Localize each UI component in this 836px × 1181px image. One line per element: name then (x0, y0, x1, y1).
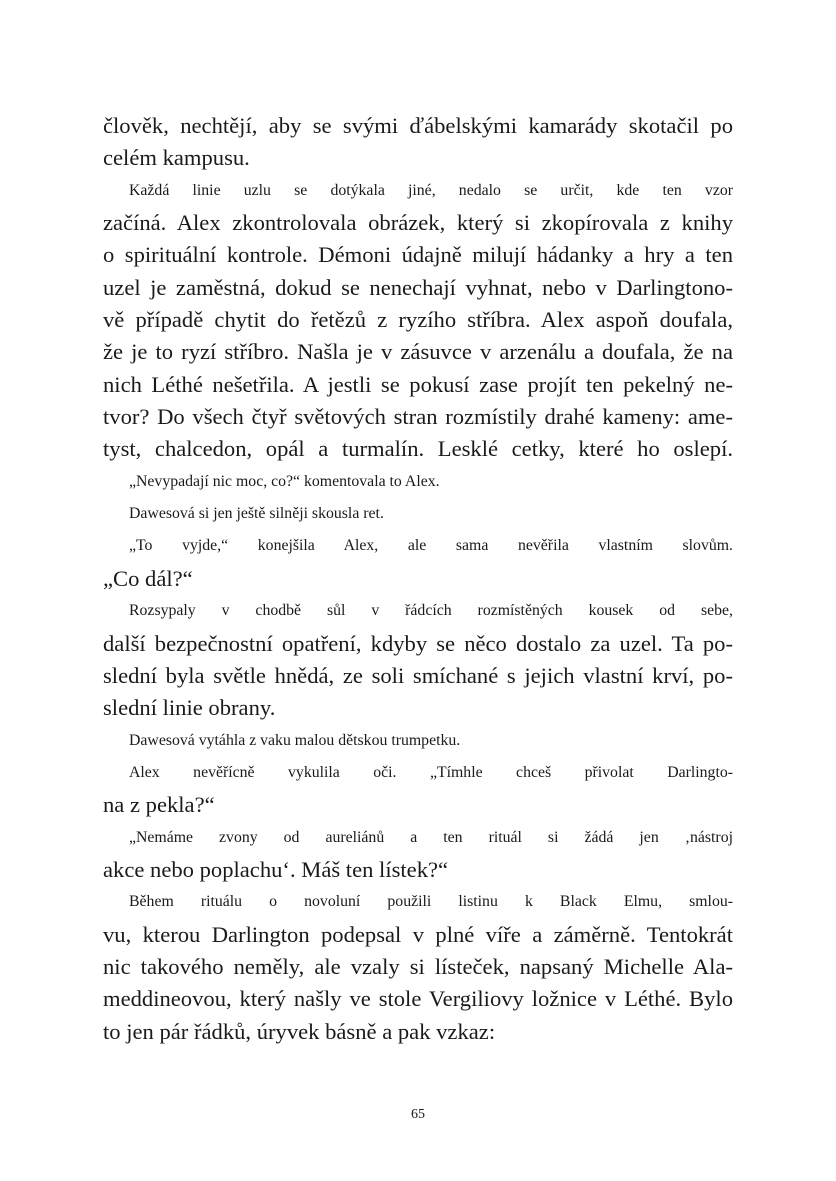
text-line: na z pekla?“ (103, 792, 215, 818)
text-line: další bezpečnostní opatření, kdyby se něco dostalo za uzel. Ta po- (103, 630, 733, 656)
text-line: Dawesová si jen ještě silněji skousla ret. (129, 505, 384, 523)
text-line: celém kampusu. (103, 145, 250, 171)
text-line: Rozsypaly v chodbě sůl v řádcích rozmístěných kousek od sebe, (129, 602, 733, 620)
text-line: „To vyjde,“ konejšila Alex, ale sama nevěřila vlastním slovům. (129, 537, 733, 555)
text-line: o spirituální kontrole. Démoni údajně milují hádanky a hry a ten (103, 242, 733, 268)
text-line: to jen pár řádků, úryvek básně a pak vzkaz: (103, 1018, 496, 1044)
text-line: vě případě chytit do řetězů z ryzího stříbra. Alex aspoň doufala, (103, 307, 733, 333)
text-line: slední byla světle hnědá, ze soli smíchané s jejich vlastní krví, po- (103, 662, 733, 688)
text-line: meddineovou, který našly ve stole Vergiliovy ložnice v Léthé. Bylo (103, 986, 733, 1012)
text-line: Každá linie uzlu se dotýkala jiné, nedalo se určit, kde ten vzor (129, 181, 733, 199)
page-number: 65 (411, 1107, 425, 1122)
text-line: Dawesová vytáhla z vaku malou dětskou trumpetku. (129, 731, 461, 749)
text-line: „Nemáme zvony od aureliánů a ten rituál si žádá jen ‚nástroj (129, 828, 733, 846)
text-line: vu, kterou Darlington podepsal v plné víře a záměrně. Tentokrát (103, 921, 733, 947)
text-line: Alex nevěřícně vykulila oči. „Tímhle chceš přivolat Darlingto- (129, 763, 733, 781)
text-line: tvor? Do všech čtyř světových stran rozmístily drahé kameny: ame- (103, 404, 733, 430)
body-text (103, 110, 733, 1048)
text-line: začíná. Alex zkontrolovala obrázek, který si zkopírovala z knihy (103, 210, 733, 236)
text-line: že je to ryzí stříbro. Našla je v zásuvce v arzenálu a doufala, že na (103, 339, 733, 365)
text-line: tyst, chalcedon, opál a turmalín. Lesklé cetky, které ho oslepí. (103, 436, 733, 462)
text-line: „Co dál?“ (103, 565, 193, 591)
text-line: nich Léthé nešetřila. A jestli se pokusí zase projít ten pekelný ne- (103, 371, 733, 397)
text-line: „Nevypadají nic moc, co?“ komentovala to Alex. (129, 472, 440, 490)
text-line: Během rituálu o novoluní použili listinu k Black Elmu, smlou- (129, 893, 733, 911)
text-line: uzel je zaměstná, dokud se nenechají vyhnat, nebo v Darlingtono- (103, 274, 733, 300)
text-line: slední linie obrany. (103, 695, 276, 721)
text-line: člověk, nechtějí, aby se svými ďábelskými kamarády skotačil po (103, 113, 733, 138)
text-line: akce nebo poplachu‘. Máš ten lístek?“ (103, 856, 449, 882)
text-line: nic takového neměly, ale vzaly si lísteček, napsaný Michelle Ala- (103, 953, 733, 979)
